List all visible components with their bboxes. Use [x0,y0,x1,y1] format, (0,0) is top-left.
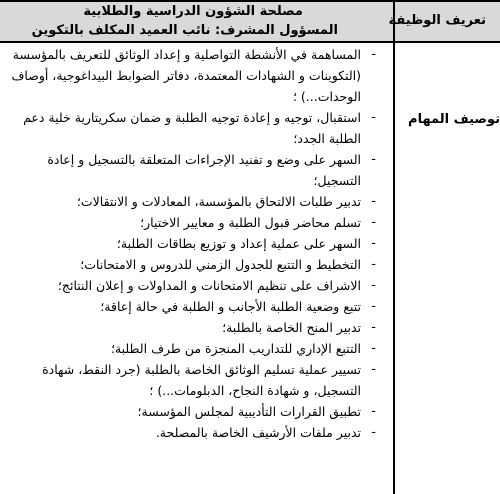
tasks-list [0,44,393,492]
task-item [0,254,393,275]
task-text-line: السهر على عملية إعداد و توزيع بطاقات الطلبة؛ [116,236,361,251]
task-text-line: التخطيط و التتبع للجدول الزمني للدروس و الامتحانات؛ [80,257,361,272]
bullet-dash: - [371,362,376,377]
task-text-line: الاشراف على تنظيم الامتحانات و المداولات و إعلان النتائج؛ [57,278,361,293]
task-item [0,275,393,296]
task-item [0,233,393,254]
task-text-line: تدبير طلبات الالتحاق بالمؤسسة، المعادلات و الانتقالات؛ [76,194,361,209]
task-text-line: تطبيق القرارات التأديبية لمجلس المؤسسة؛ [137,404,361,419]
task-item [0,338,393,359]
task-item [0,296,393,317]
task-text-line: الطلبة الجدد؛ [293,131,361,146]
task-text-line: التسجيل؛ [313,173,361,188]
task-text-line: المساهمة في الأنشطة التواصلية و إعداد الوثائق للتعريف بالمؤسسة [12,47,361,62]
bullet-dash: - [371,194,376,209]
bullet-dash: - [371,299,376,314]
header-bottom-border [0,41,500,43]
task-text-line: تسلم محاضر قبول الطلبة و معايير الاختيار؛ [140,215,361,230]
task-item [0,149,393,191]
job-definition-label: تعريف الوظيفة [388,13,486,28]
task-text-line: التتبع الإداري للتداريب المنجزة من طرف الطلبة؛ [110,341,361,356]
bullet-dash: - [371,152,376,167]
task-text-line: التسجيل، و شهادة النجاح، الدبلومات...) ؛ [149,383,361,398]
bullet-dash: - [371,47,376,62]
tasks-description-label: توصيف المهام [408,112,500,127]
task-text-line: تدبير ملفات الأرشيف الخاصة بالمصلحة. [155,425,361,440]
task-text-line: تدبير المنح الخاصة بالطلبة؛ [222,320,361,335]
task-text-line: (التكوينات و الشهادات المعتمدة، دفاتر الضوابط البيداغوجية، أوصاف [11,68,361,83]
task-text-line: تسيير عملية تسليم الوثائق الخاصة بالطلبة (جرد النقط، شهادة [42,362,361,377]
bullet-dash: - [371,320,376,335]
supervisor-line: المسؤول المشرف: نائب العميد المكلف بالتكوين [31,23,338,38]
task-item [0,317,393,338]
header-unit-cell [0,2,393,41]
bullet-dash: - [371,341,376,356]
task-item [0,359,393,401]
task-text-line: السهر على وضع و تفنيد الإجراءات المتعلقة بالتسجيل و إعادة [47,152,361,167]
bullet-dash: - [371,257,376,272]
task-item [0,107,393,149]
task-text-line: استقبال، توجيه و إعادة توجيه الطلبة و ضمان سكريتارية خلية دعم [23,110,361,125]
bullet-dash: - [371,278,376,293]
task-item [0,191,393,212]
bullet-dash: - [371,236,376,251]
bullet-dash: - [371,404,376,419]
header-job-cell [388,2,500,41]
task-item [0,212,393,233]
task-text-line: الوحدات...) ؛ [292,89,361,104]
task-text-line: تتبع وضعية الطلبة الأجانب و الطلبة في حالة إعاقة؛ [100,299,361,314]
bullet-dash: - [371,215,376,230]
column-divider [393,0,395,494]
unit-title: مصلحة الشؤون الدراسية والطلابية [83,4,303,19]
task-item [0,44,393,107]
task-item [0,401,393,422]
bullet-dash: - [371,110,376,125]
bullet-dash: - [371,425,376,440]
task-item [0,422,393,443]
